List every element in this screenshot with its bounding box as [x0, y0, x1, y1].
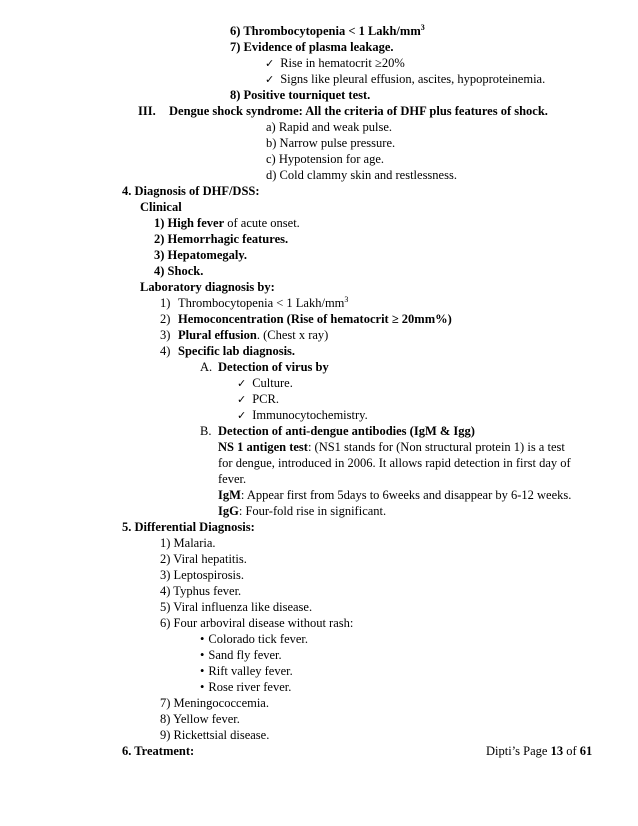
clinical-item: 2) Hemorrhagic features.: [154, 232, 289, 246]
subheading-clinical: Clinical: [140, 200, 182, 214]
lab-item: 3) Plural effusion. (Chest x ray): [160, 328, 329, 342]
clinical-item: 3) Hepatomegaly.: [154, 248, 248, 262]
list-item: 4) Typhus fever.: [160, 584, 242, 598]
lab-subitem-b: B. Detection of anti-dengue antibodies (IgM & Igg): [200, 424, 475, 438]
item-6: [230, 24, 425, 39]
list-item: 8) Yellow fever.: [160, 712, 240, 726]
superscript: 3: [420, 22, 425, 32]
item-8: [230, 88, 370, 103]
list-item: 7) Meningococcemia.: [160, 696, 269, 710]
clinical-item: 4) Shock.: [154, 264, 204, 278]
bullet-item: • Colorado tick fever.: [200, 632, 308, 647]
item-text: Evidence of plasma leakage.: [243, 40, 394, 54]
check-item: ✓ Immunocytochemistry.: [237, 408, 368, 423]
bullet-item: • Rose river fever.: [200, 680, 291, 695]
list-item: 3) Leptospirosis.: [160, 568, 245, 582]
list-item: c) Hypotension for age.: [266, 152, 385, 166]
section-heading: 4. Diagnosis of DHF/DSS:: [122, 184, 260, 198]
item-number: 7): [230, 40, 241, 54]
ns1-paragraph-line: for dengue, introduced in 2006. It allows rapid detection in first day of: [218, 456, 571, 470]
roman-numeral: III.: [138, 104, 156, 118]
lab-item: 2) Hemoconcentration (Rise of hematocrit ≥ 20mm%): [160, 312, 452, 326]
check-item: ✓ Culture.: [237, 376, 293, 391]
igm-line: IgM: Appear first from 5days to 6weeks and disappear by 6-12 weeks.: [218, 488, 572, 502]
item-number: 6): [230, 24, 241, 38]
item-text: Thrombocytopenia < 1 Lakh/mm: [243, 24, 421, 38]
clinical-item: 1) High fever of acute onset.: [154, 216, 300, 230]
list-item: b) Narrow pulse pressure.: [266, 136, 396, 150]
subheading-lab: Laboratory diagnosis by:: [140, 280, 275, 294]
bullet-item: • Rift valley fever.: [200, 664, 293, 679]
check-item: ✓ PCR.: [237, 392, 279, 407]
list-item: 5) Viral influenza like disease.: [160, 600, 313, 614]
igg-line: IgG: Four-fold rise in significant.: [218, 504, 387, 518]
item-7: [230, 40, 394, 55]
list-item: 1) Malaria.: [160, 536, 216, 550]
lab-subitem-a: A. Detection of virus by: [200, 360, 329, 374]
lab-item: 1) Thrombocytopenia < 1 Lakh/$mm^3$: [160, 294, 349, 310]
list-item: 9) Rickettsial disease.: [160, 728, 270, 742]
list-item: a) Rapid and weak pulse.: [266, 120, 393, 134]
list-item: 2) Viral hepatitis.: [160, 552, 247, 566]
page-footer: Dipti’s Page 13 of 61: [486, 744, 593, 758]
bullet-item: • Sand fly fever.: [200, 648, 282, 663]
ns1-paragraph-line: fever.: [218, 472, 247, 486]
section-heading: 5. Differential Diagnosis:: [122, 520, 255, 534]
list-item: 6) Four arboviral disease without rash:: [160, 616, 354, 630]
ns1-paragraph: NS 1 antigen test: (NS1 stands for (Non structural protein 1) is a test: [218, 440, 565, 454]
heading-text: Dengue shock syndrome: All the criteria of DHF plus features of shock.: [169, 104, 548, 118]
item-number: 8): [230, 88, 241, 102]
item-text: Positive tourniquet test.: [243, 88, 371, 102]
check-item: ✓ Rise in hematocrit ≥20%: [265, 56, 405, 71]
check-item: ✓ Signs like pleural effusion, ascites, hypoproteinemia.: [265, 72, 545, 87]
dss-heading: [138, 104, 548, 119]
list-item: d) Cold clammy skin and restlessness.: [266, 168, 457, 182]
section-heading: 6. Treatment:: [122, 744, 195, 758]
lab-item: 4) Specific lab diagnosis.: [160, 344, 296, 358]
